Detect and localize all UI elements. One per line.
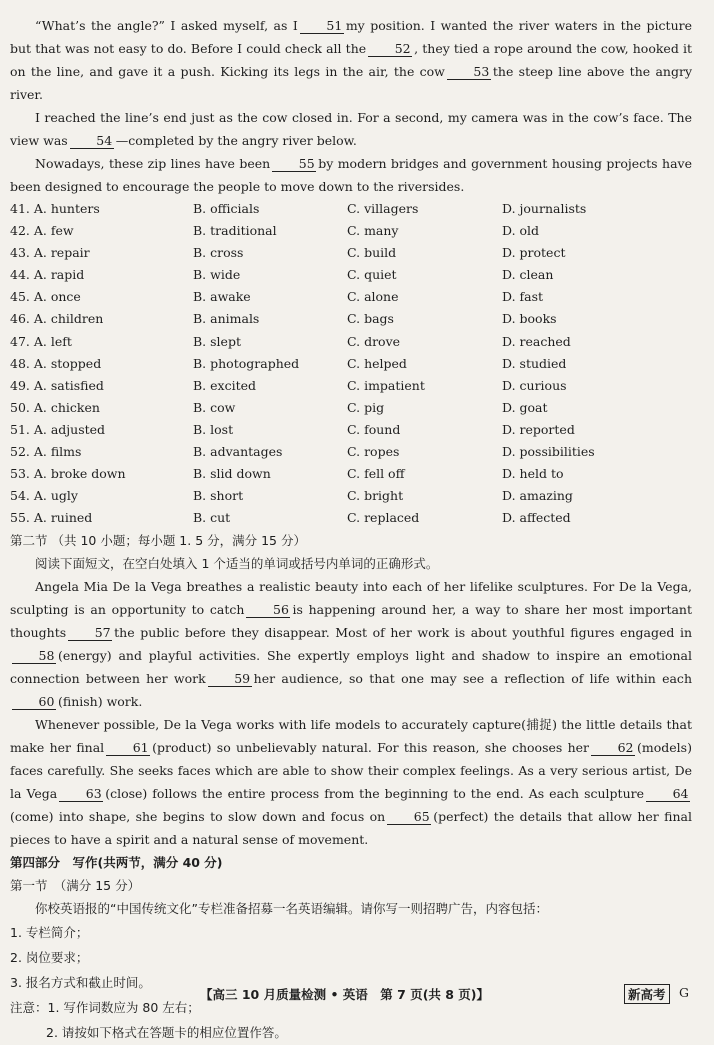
cloze-text: Angela Mia De la Vega breathes a realistic beauty into each of her lifelike sculptures. For De la Vega, sculpting is an opportunity to catch	[10, 579, 692, 618]
question-row	[10, 485, 692, 507]
writing-note: 2. 请按如下格式在答题卡的相应位置作答。	[46, 1025, 287, 1041]
question-row	[10, 308, 692, 330]
option-c: C. fell off	[347, 466, 405, 482]
option-d: D. studied	[502, 355, 567, 371]
passage-paragraph	[10, 152, 692, 198]
blank-51: 51	[300, 18, 344, 34]
exam-page	[10, 14, 692, 1045]
option-b: B. slid down	[193, 466, 271, 482]
footer-page-info: 【高三 10 月质量检测 • 英语 第 7 页(共 8 页)】	[200, 987, 490, 1002]
part4-heading: 第四部分 写作(共两节，满分 40 分)	[10, 855, 223, 871]
option-a: 45. A. once	[10, 289, 81, 305]
option-a: 53. A. broke down	[10, 466, 126, 482]
passage-text: Nowadays, these zip lines have been	[35, 156, 271, 171]
option-c: C. alone	[347, 289, 399, 305]
option-b: B. short	[193, 488, 244, 504]
passage-paragraph	[10, 106, 692, 152]
option-a: 54. A. ugly	[10, 488, 78, 504]
passage-text: , they tied a rope around the cow, hooked it on the line, and gave it a push. Kicking its legs in the air, the cow	[10, 41, 692, 79]
question-row	[10, 507, 692, 529]
option-a: 44. A. rapid	[10, 267, 85, 283]
blank-56: 56	[246, 602, 290, 618]
blank-52: 52	[368, 41, 412, 57]
option-d: D. affected	[502, 510, 571, 526]
cloze-text: Whenever possible, De la Vega works with life models to accurately capture(捕捉) the little details that make her final	[10, 717, 692, 756]
option-c: C. ropes	[347, 444, 400, 460]
option-b: B. cut	[193, 510, 231, 526]
writing-item: 3. 报名方式和截止时间。	[10, 975, 151, 991]
option-a: 42. A. few	[10, 223, 74, 239]
option-a: 48. A. stopped	[10, 355, 102, 371]
passage-text: —completed by the angry river below.	[115, 133, 357, 148]
cloze-text: the public before they disappear. Most of her work is about youthful figures engaged in	[114, 625, 692, 641]
option-a: 43. A. repair	[10, 245, 90, 261]
cloze-text: is happening around her, a way to share her most important thoughts	[10, 602, 692, 641]
option-a: 50. A. chicken	[10, 399, 100, 415]
question-row	[10, 331, 692, 353]
option-a: 41. A. hunters	[10, 201, 100, 216]
question-row	[10, 198, 692, 220]
option-c: C. drove	[347, 333, 401, 349]
option-c: C. build	[347, 245, 397, 261]
question-row	[10, 286, 692, 308]
question-row	[10, 397, 692, 419]
cloze-paragraph	[10, 713, 692, 851]
question-row	[10, 441, 692, 463]
section2-instruction: 阅读下面短文，在空白处填入 1 个适当的单词或括号内单词的正确形式。	[35, 556, 439, 572]
cloze-paragraph	[10, 575, 692, 713]
question-row	[10, 242, 692, 264]
writing-prompt: 你校英语报的“中国传统文化”专栏准备招募一名英语编辑。请你写一则招聘广告，内容包括：	[35, 901, 548, 917]
option-c: C. bags	[347, 311, 394, 327]
blank-59: 59	[208, 671, 252, 687]
question-row	[10, 353, 692, 375]
cloze-text: (finish) work.	[58, 694, 143, 710]
option-b: B. photographed	[193, 355, 300, 371]
option-d: D. reported	[502, 421, 575, 437]
cloze-text: (come) into shape, she begins to slow down and focus on	[10, 809, 386, 825]
passage-text: by modern bridges and government housing projects have been designed to encourage the people to move down to the riversides.	[10, 156, 692, 194]
cloze-text: (energy) and playful activities. She expertly employs light and shadow to inspire an emotional connection between her work	[10, 648, 692, 687]
option-c: C. impatient	[347, 377, 425, 393]
option-c: C. bright	[347, 488, 404, 504]
option-b: B. advantages	[193, 444, 283, 460]
option-c: C. pig	[347, 399, 385, 415]
blank-55: 55	[272, 156, 316, 172]
passage-paragraph	[10, 14, 692, 106]
blank-57: 57	[68, 625, 112, 641]
option-b: B. excited	[193, 377, 257, 393]
question-row	[10, 220, 692, 242]
option-a: 51. A. adjusted	[10, 421, 106, 437]
option-d: D. journalists	[502, 201, 587, 216]
option-b: B. slept	[193, 333, 241, 349]
option-a: 55. A. ruined	[10, 510, 93, 526]
question-row	[10, 264, 692, 286]
multiple-choice-list	[10, 198, 692, 529]
section2-heading: 第二节 （共 10 小题；每小题 1. 5 分，满分 15 分）	[10, 533, 306, 549]
option-c: C. many	[347, 223, 399, 239]
question-row	[10, 463, 692, 485]
passage-text: “What’s the angle?” I asked myself, as I	[35, 18, 298, 33]
footer-version-letter: G	[679, 985, 689, 1000]
blank-53: 53	[447, 64, 491, 80]
writing-note: 注意：1. 写作词数应为 80 左右；	[10, 1000, 200, 1016]
option-b: B. cross	[193, 245, 244, 261]
option-a: 52. A. films	[10, 444, 82, 460]
option-c: C. helped	[347, 355, 407, 371]
passage-text: I reached the line’s end just as the cow closed in. For a second, my camera was in the cow’s face. The view was	[10, 110, 692, 148]
option-c: C. quiet	[347, 267, 397, 283]
option-b: B. traditional	[193, 223, 277, 239]
option-d: D. possibilities	[502, 444, 595, 460]
option-d: D. held to	[502, 466, 564, 482]
footer-exam-tag: 新高考	[624, 984, 670, 1004]
page-footer	[0, 985, 714, 1009]
part4-section1-heading: 第一节 （满分 15 分）	[10, 878, 141, 894]
option-a: 46. A. children	[10, 311, 104, 327]
passage-text: my position. I wanted the river waters in the picture but that was not easy to do. Before I could check all the	[10, 18, 692, 56]
option-a: 47. A. left	[10, 333, 72, 349]
option-d: D. reached	[502, 333, 571, 349]
option-d: D. fast	[502, 289, 544, 305]
blank-60: 60	[12, 694, 56, 710]
option-d: D. protect	[502, 245, 566, 261]
blank-64: 64	[646, 786, 690, 802]
option-b: B. awake	[193, 289, 251, 305]
blank-54: 54	[70, 133, 114, 149]
option-b: B. wide	[193, 267, 241, 283]
writing-item: 2. 岗位要求；	[10, 950, 89, 966]
cloze-text: (close) follows the entire process from the beginning to the end. As each sculpture	[105, 786, 645, 802]
cloze-text: (perfect) the details that allow her final pieces to have a spirit and a natural sense of movement.	[10, 809, 692, 848]
question-row	[10, 375, 692, 397]
option-d: D. goat	[502, 399, 548, 415]
option-d: D. clean	[502, 267, 554, 283]
option-c: C. replaced	[347, 510, 420, 526]
option-c: C. found	[347, 421, 401, 437]
blank-61: 61	[106, 740, 150, 756]
writing-item: 1. 专栏简介；	[10, 925, 89, 941]
blank-63: 63	[59, 786, 103, 802]
option-b: B. officials	[193, 201, 260, 216]
passage-text: the steep line above the angry river.	[10, 64, 692, 102]
option-d: D. books	[502, 311, 557, 327]
option-a: 49. A. satisfied	[10, 377, 104, 393]
question-row	[10, 419, 692, 441]
option-b: B. animals	[193, 311, 260, 327]
blank-65: 65	[387, 809, 431, 825]
option-b: B. lost	[193, 421, 234, 437]
cloze-text: her audience, so that one may see a reflection of life within each	[253, 671, 692, 687]
blank-58: 58	[12, 648, 56, 664]
option-d: D. amazing	[502, 488, 573, 504]
cloze-text: (models) faces carefully. She seeks faces which are able to show their complex feelings. As a very serious artist, De la Vega	[10, 740, 692, 802]
option-d: D. old	[502, 223, 540, 239]
option-c: C. villagers	[347, 201, 419, 216]
option-b: B. cow	[193, 399, 236, 415]
cloze-text: (product) so unbelievably natural. For this reason, she chooses her	[152, 740, 590, 756]
option-d: D. curious	[502, 377, 567, 393]
blank-62: 62	[591, 740, 635, 756]
